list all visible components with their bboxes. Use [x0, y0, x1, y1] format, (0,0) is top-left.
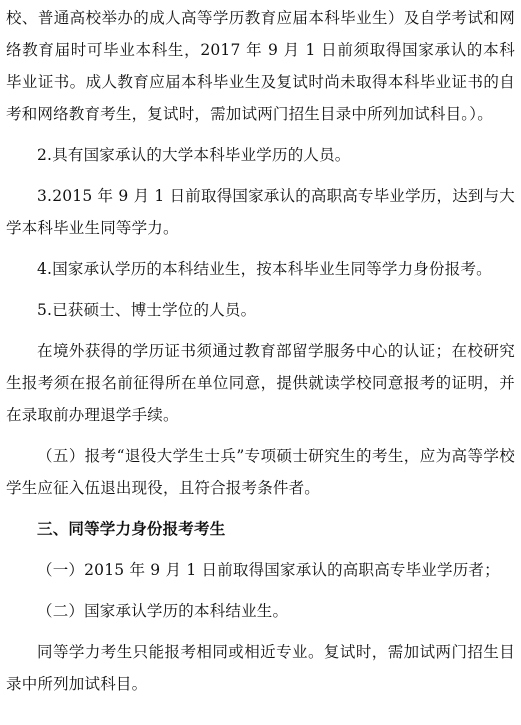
paragraph-veteran-students: （五）报考“退役大学生士兵”专项硕士研究生的考生，应为高等学校学生应征入伍退出现役，且符合报考条件者。	[6, 447, 515, 497]
paragraph-section3-item-2: （二）国家承认学历的本科结业生。	[37, 602, 289, 620]
paragraph-item-3: 3.2015 年 9 月 1 日前取得国家承认的高职高专毕业学历，达到与大学本科毕业生同等学力。	[6, 187, 515, 237]
paragraph-item-2: 2.具有国家承认的大学本科毕业学历的人员。	[37, 146, 351, 164]
paragraph-item-5: 5.已获硕士、博士学位的人员。	[37, 301, 257, 319]
section-heading-equivalent-qualification: 三、同等学力身份报考考生	[37, 520, 226, 538]
paragraph-item-4: 4.国家承认学历的本科结业生，按本科毕业生同等学力身份报考。	[37, 260, 492, 278]
paragraph-overseas-certification: 在境外获得的学历证书须通过教育部留学服务中心的认证；在校研究生报考须在报名前征得所在单位同意，提供就读学校同意报考的证明，并在录取前办理退学手续。	[6, 342, 515, 424]
paragraph-eligibility-continued: 校、普通高校举办的成人高等学历教育应届本科毕业生）及自学考试和网络教育届时可毕业本科生，2017 年 9 月 1 日前须取得国家承认的本科毕业证书。成人教育应届本科毕业生及复试时尚未取得本科毕业证书的自考和网络教育考生，复试时，需加试两门招生目录中所列加试科目。）。	[6, 9, 515, 123]
paragraph-section3-item-1: （一）2015 年 9 月 1 日前取得国家承认的高职高专毕业学历者；	[37, 561, 500, 579]
paragraph-section3-note: 同等学力考生只能报考相同或相近专业。复试时，需加试两门招生目录中所列加试科目。	[6, 643, 515, 693]
